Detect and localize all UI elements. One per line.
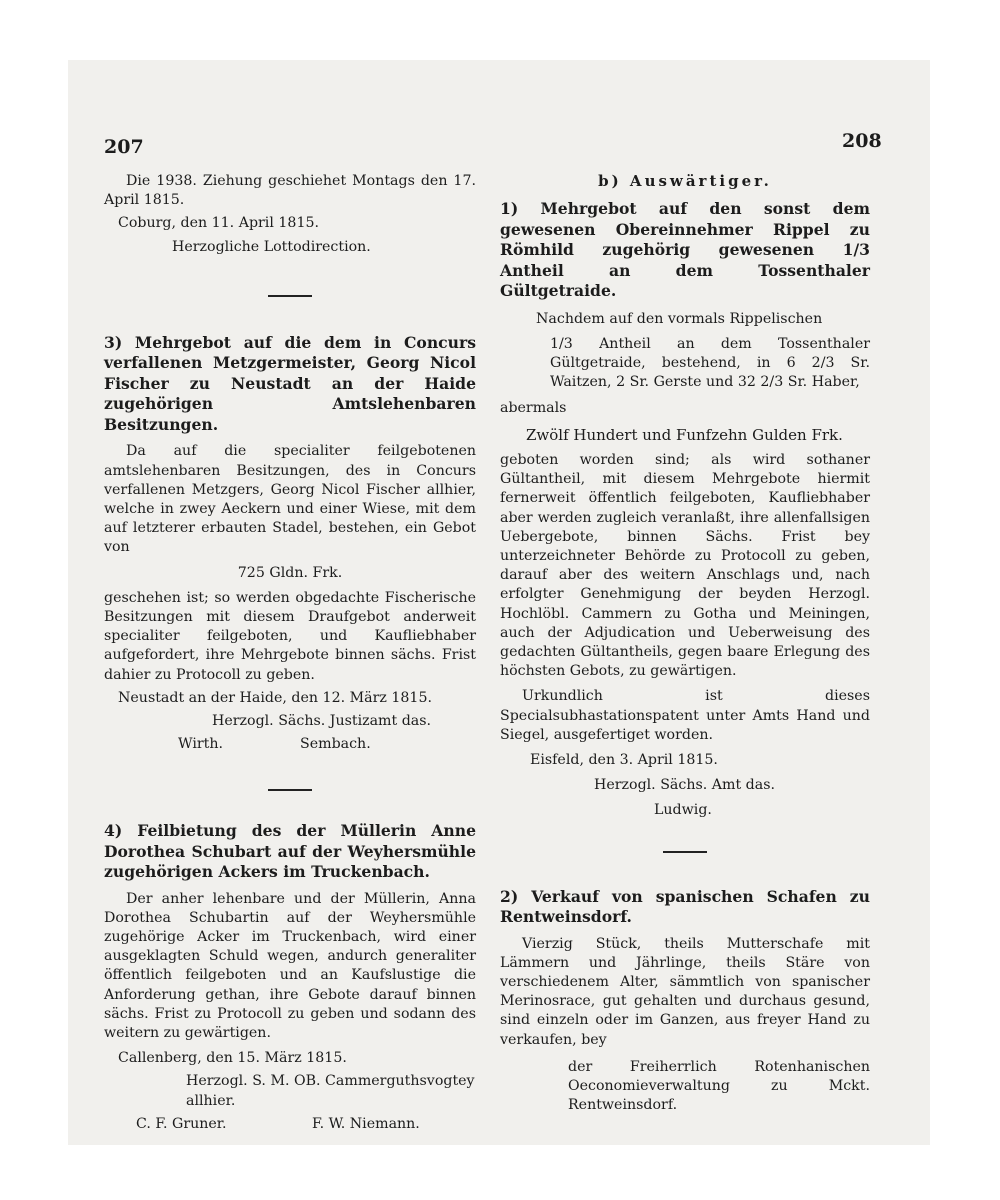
notice-1-abermals: abermals <box>500 399 567 416</box>
notice-1-authority: Herzogl. Sächs. Amt das. <box>594 777 776 794</box>
page-number-left: 207 <box>104 136 144 158</box>
lottery-authority: Herzogliche Lottodirection. <box>172 238 371 255</box>
notice-1-heading: 1) Mehrgebot auf den sonst dem gewesenen Obereinnehmer Rippel zu Römhild zugehörig gewesenen 1/3 Antheil an dem Tossenthaler Gültgetraide. <box>500 199 870 301</box>
notice-4-signatures <box>104 1115 476 1135</box>
page-number-right: 208 <box>842 130 882 152</box>
lottery-notice: Die 1938. Ziehung geschiehet Montags den 17. April 1815. <box>104 173 476 209</box>
notice-3-text: Da auf die specialiter feilgebotenen amtslehenbaren Besitzungen, des in Concurs verfallenen Metzgers, Georg Nicol Fischer allhier, welche in zwey Aeckern und einer Wiese, mit dem auf letzterer erbauten Stadel, bestehen, ein Gebot von <box>104 443 476 556</box>
notice-4-authority: Herzogl. S. M. OB. Cammerguthsvogtey allhier. <box>186 1073 475 1109</box>
separator-rule <box>663 851 707 853</box>
left-column <box>104 172 476 1135</box>
separator-rule <box>268 789 312 791</box>
notice-1-amount: Zwölf Hundert und Funfzehn Gulden Frk. <box>526 425 843 444</box>
notice-3-amount: 725 Gldn. Frk. <box>237 564 343 581</box>
lottery-dateline: Coburg, den 11. April 1815. <box>118 215 320 232</box>
notice-1-intro: Nachdem auf den vormals Rippelischen <box>536 310 823 327</box>
notice-2-heading: 2) Verkauf von spanischen Schafen zu Rentweinsdorf. <box>500 886 870 927</box>
notice-2-text: Vierzig Stück, theils Mutterschafe mit Lämmern und Jährlinge, theils Stäre von verschiedenem Alter, sämmtlich von spanischer Merinosrace, gut gehalten und durchaus gesund, sind einzeln oder im Ganzen, aus freyer Hand zu verkaufen, bey <box>500 935 870 1048</box>
notice-3-heading: 3) Mehrgebot auf die dem in Concurs verfallenen Metzgermeister, Georg Nicol Fischer zu Neustadt an der Haide zugehörigen Amtslehenbaren Besitzungen. <box>104 332 476 434</box>
notice-1-attestation: Urkundlich ist dieses Specialsubhastationspatent unter Amts Hand und Siegel, ausgefertiget worden. <box>500 688 870 743</box>
notice-1-dateline: Eisfeld, den 3. April 1815. <box>530 751 718 768</box>
separator-rule <box>268 295 312 297</box>
right-column <box>500 172 870 1115</box>
notice-3-signatures <box>104 735 476 755</box>
notice-1-text: geboten worden sind; als wird sothaner Gültantheil, mit diesem Mehrgebote hiermit fernerweit öffentlich feilgeboten, Kaufliebhaber aber werden zugleich veranlaßt, ihre allenfallsigen Uebergebote, binnen Sächs. Frist bey unterzeichneter Behörde zu Protocoll zu geben, darauf aber des weitern Anschlags und, nach erfolgter Genehmigung der beyden Herzogl. Hochlöbl. Cammern zu Gotha und Meiningen, auch der Adjudication und Ueberweisung des gedachten Gültantheils, gegen baare Erlegung des höchsten Gebots, zu gewärtigen. <box>500 451 870 680</box>
notice-4-dateline: Callenberg, den 15. März 1815. <box>118 1050 347 1067</box>
notice-2-closing: der Freiherrlich Rotenhanischen Oeconomieverwaltung zu Mckt. Rentweinsdorf. <box>568 1058 870 1114</box>
notice-3-authority: Herzogl. Sächs. Justizamt das. <box>212 712 432 729</box>
signature-niemann: F. W. Niemann. <box>312 1115 420 1132</box>
signature-sembach: Sembach. <box>300 736 371 753</box>
section-title: b) Auswärtiger. <box>598 172 772 190</box>
notice-3-dateline: Neustadt an der Haide, den 12. März 1815. <box>118 689 432 706</box>
notice-1-item: 1/3 Antheil an dem Tossenthaler Gültgetraide, bestehend, in 6 2/3 Sr. Waitzen, 2 Sr. Gerste und 32 2/3 Sr. Haber, <box>550 335 870 391</box>
signature-gruner: C. F. Gruner. <box>136 1115 227 1132</box>
signature-wirth: Wirth. <box>178 736 224 753</box>
notice-4-heading: 4) Feilbietung des der Müllerin Anne Dorothea Schubart auf der Weyhersmühle zugehörigen Ackers im Truckenbach. <box>104 821 476 882</box>
notice-3-text-cont: geschehen ist; so werden obgedachte Fischerische Besitzungen mit diesem Draufgebot anderweit specialiter feilgeboten, und Kaufliebhaber aufgefordert, ihre Mehrgebote binnen sächs. Frist dahier zu Protocoll zu geben. <box>104 589 476 683</box>
notice-1-signature: Ludwig. <box>654 802 712 819</box>
notice-4-text: Der anher lehenbare und der Müllerin, Anna Dorothea Schubartin auf der Weyhersmühle zugehörige Acker im Truckenbach, wird einer ausgeklagten Schuld wegen, andurch generaliter öffentlich feilgeboten und an Kaufslustige die Anforderung gethan, ihre Gebote darauf binnen sächs. Frist zu Protocoll zu geben und sodann des weitern zu gewärtigen. <box>104 890 476 1042</box>
